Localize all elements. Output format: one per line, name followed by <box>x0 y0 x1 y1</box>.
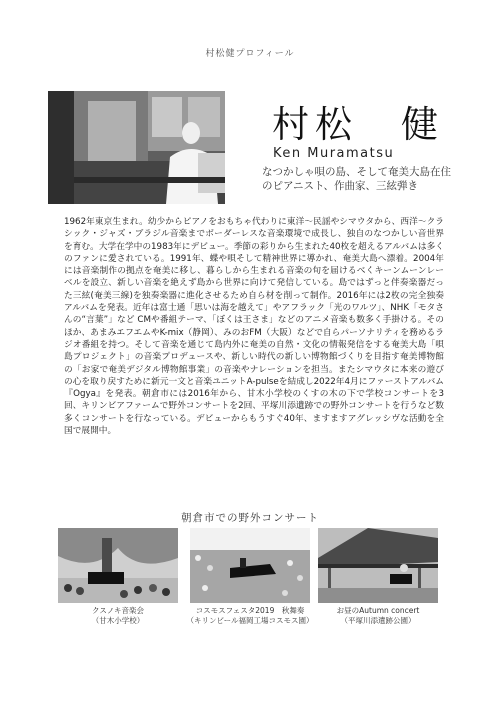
tagline <box>262 165 451 193</box>
concert-photo-kusunoki <box>58 528 178 603</box>
caption-line: コスモスフェスタ2019 秋舞奏 <box>195 606 305 615</box>
name-latin: Ken Muramatsu <box>273 146 395 161</box>
caption-line: （甘木小学校） <box>91 616 145 625</box>
biography-text: 1962年東京生まれ。幼少からピアノをおもちゃ代わりに東洋〜民謡やシマウタから、西洋〜クラシック・ジャズ・ブラジル音楽までボーダーレスな音楽環境で成長し、独自のなつかしい音世界を育む。大学在学中の1983年にデビュー。季節の彩りから生まれた40枚を超えるアルバムは多くのファンに愛されている。1991年、蝶や唄そして精神世界に導かれ、奄美大島へ漂着。2004年には音楽制作の拠点を奄美に移し、暮らしから生まれる音楽の旬を届けるべくキーンムーンレーベルを設立、新しい音楽を絶えず島から世界に向けて発信している。島ではずっと伴奏楽器だった三絃(奄美三線)を独奏楽器に進化させるため自ら材を削って制作。2016年には2枚の完全独奏アルバムを発表。近年は富士通「思いは海を越えて」やアフラック「光のワルツ」、NHK「モタさんの“言葉”」など CMや番組テーマ、「ぼくは王さま」などのアニメ音楽も数多く手掛ける。そのほか、あまみエフエムやK-mix（静岡）、みのおFM（大阪）などで自らパーソナリティを務めるラジオ番組を持つ。そして音楽を通じて島内外に奄美の自然・文化の情報発信をする奄美大島「唄島プロジェクト」の音楽プロデュースや、新しい時代の新しい博物館づくりを目指す奄美博物館の「お家で奄美デジタル博物館事業」の音楽やナレーションを担当。またシマウタに本来の遊びの心を取り戻すために新元一文と音楽ユニットA-pulseを結成し2022年4月にファーストアルバム『Ogya』を発表。朝倉市には2016年から、甘木小学校のくすの木の下で学校コンサートを3回、キリンビアファームで野外コンサートを2回、平塚川添遺跡での野外コンサートを行うなど数多くコンサートを行なっている。デビューからもうすぐ40年、ますますアグレッシヴな活動を全国で展開中。 <box>64 217 444 437</box>
caption-line: （キリンビール福岡工場コスモス園） <box>186 616 314 625</box>
concert-photo-hiratsuka <box>318 528 438 603</box>
caption-line: クスノキ音楽会 <box>91 606 145 615</box>
name-kanji: 村松 健 <box>272 103 444 146</box>
caption-line: お昼のAutumn concert <box>336 606 420 615</box>
portrait-photo <box>48 91 225 204</box>
concert-photo-cosmos <box>190 528 310 603</box>
tagline-line: のピアニスト、作曲家、三絃弾き <box>262 180 419 192</box>
page-header-label: 村松健プロフィール <box>205 49 295 59</box>
caption-line: （平塚川添遺跡公園） <box>340 616 416 625</box>
concert-caption <box>298 606 458 626</box>
tagline-line: なつかしゃ唄の島、そして奄美大島在住 <box>262 166 451 178</box>
concert-section-title: 朝倉市での野外コンサート <box>181 512 319 524</box>
